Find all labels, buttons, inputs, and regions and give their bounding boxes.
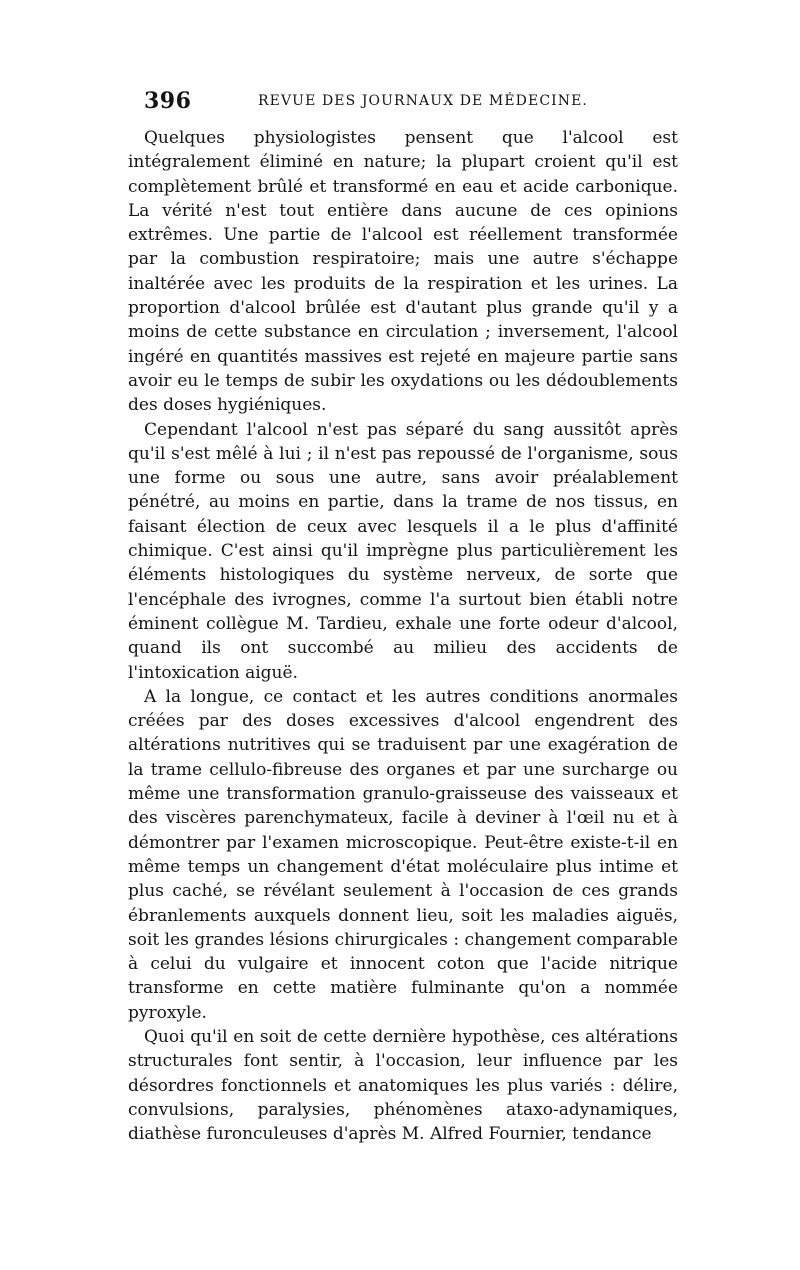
running-title: REVUE DES JOURNAUX DE MÉDECINE. xyxy=(258,93,588,109)
paragraph: Quelques physiologistes pensent que l'alcool est intégralement éliminé en nature; la plupart croient qu'il est complètement brûlé et transformé en eau et acide carbonique. La vérité n'est tout entière dans aucune de ces opinions extrêmes. Une partie de l'alcool est réellement transformée par la combustion respiratoire; mais une autre s'échappe inaltérée avec les produits de la respiration et les urines. La proportion d'alcool brûlée est d'autant plus grande qu'il y a moins de cette substance en circulation ; inversement, l'alcool ingéré en quantités massives est rejeté en majeure partie sans avoir eu le temps de subir les oxydations ou les dédoublements des doses hygiéniques. xyxy=(128,128,678,416)
body-text xyxy=(128,126,678,1146)
page-header xyxy=(128,88,678,124)
book-page xyxy=(128,88,678,1146)
page-number: 396 xyxy=(144,88,192,114)
paragraph: A la longue, ce contact et les autres conditions anormales créées par des doses excessives d'alcool engendrent des altérations nutritives qui se traduisent par une exagération de la trame cellulo-fibreuse des organes et par une surcharge ou même une transformation granulo-graisseuse des vaisseaux et des viscères parenchymateux, facile à deviner à l'œil nu et à démontrer par l'examen microscopique. Peut-être existe-t-il en même temps un changement d'état moléculaire plus intime et plus caché, se révélant seulement à l'occasion de ces grands ébranlements auxquels donnent lieu, soit les maladies aiguës, soit les grandes lésions chirurgicales : changement comparable à celui du vulgaire et innocent coton que l'acide nitrique transforme en cette matière fulminante qu'on a nommée pyroxyle. xyxy=(128,686,678,1023)
paragraph: Cependant l'alcool n'est pas séparé du sang aussitôt après qu'il s'est mêlé à lui ; il n'est pas repoussé de l'organisme, sous une forme ou sous une autre, sans avoir préalablement pénétré, au moins en partie, dans la trame de nos tissus, en faisant élection de ceux avec lesquels il a le plus d'affinité chimique. C'est ainsi qu'il imprègne plus particulièrement les éléments histologiques du système nerveux, de sorte que l'encéphale des ivrognes, comme l'a surtout bien établi notre éminent collègue M. Tardieu, exhale une forte odeur d'alcool, quand ils ont succombé au milieu des accidents de l'intoxication aiguë. xyxy=(128,419,678,683)
paragraph: Quoi qu'il en soit de cette dernière hypothèse, ces altérations structurales font sentir, à l'occasion, leur influence par les désordres fonctionnels et anatomiques les plus variés : délire, convulsions, paralysies, phénomènes ataxo-adynamiques, diathèse furonculeuses d'après M. Alfred Fournier, tendance xyxy=(128,1026,678,1145)
